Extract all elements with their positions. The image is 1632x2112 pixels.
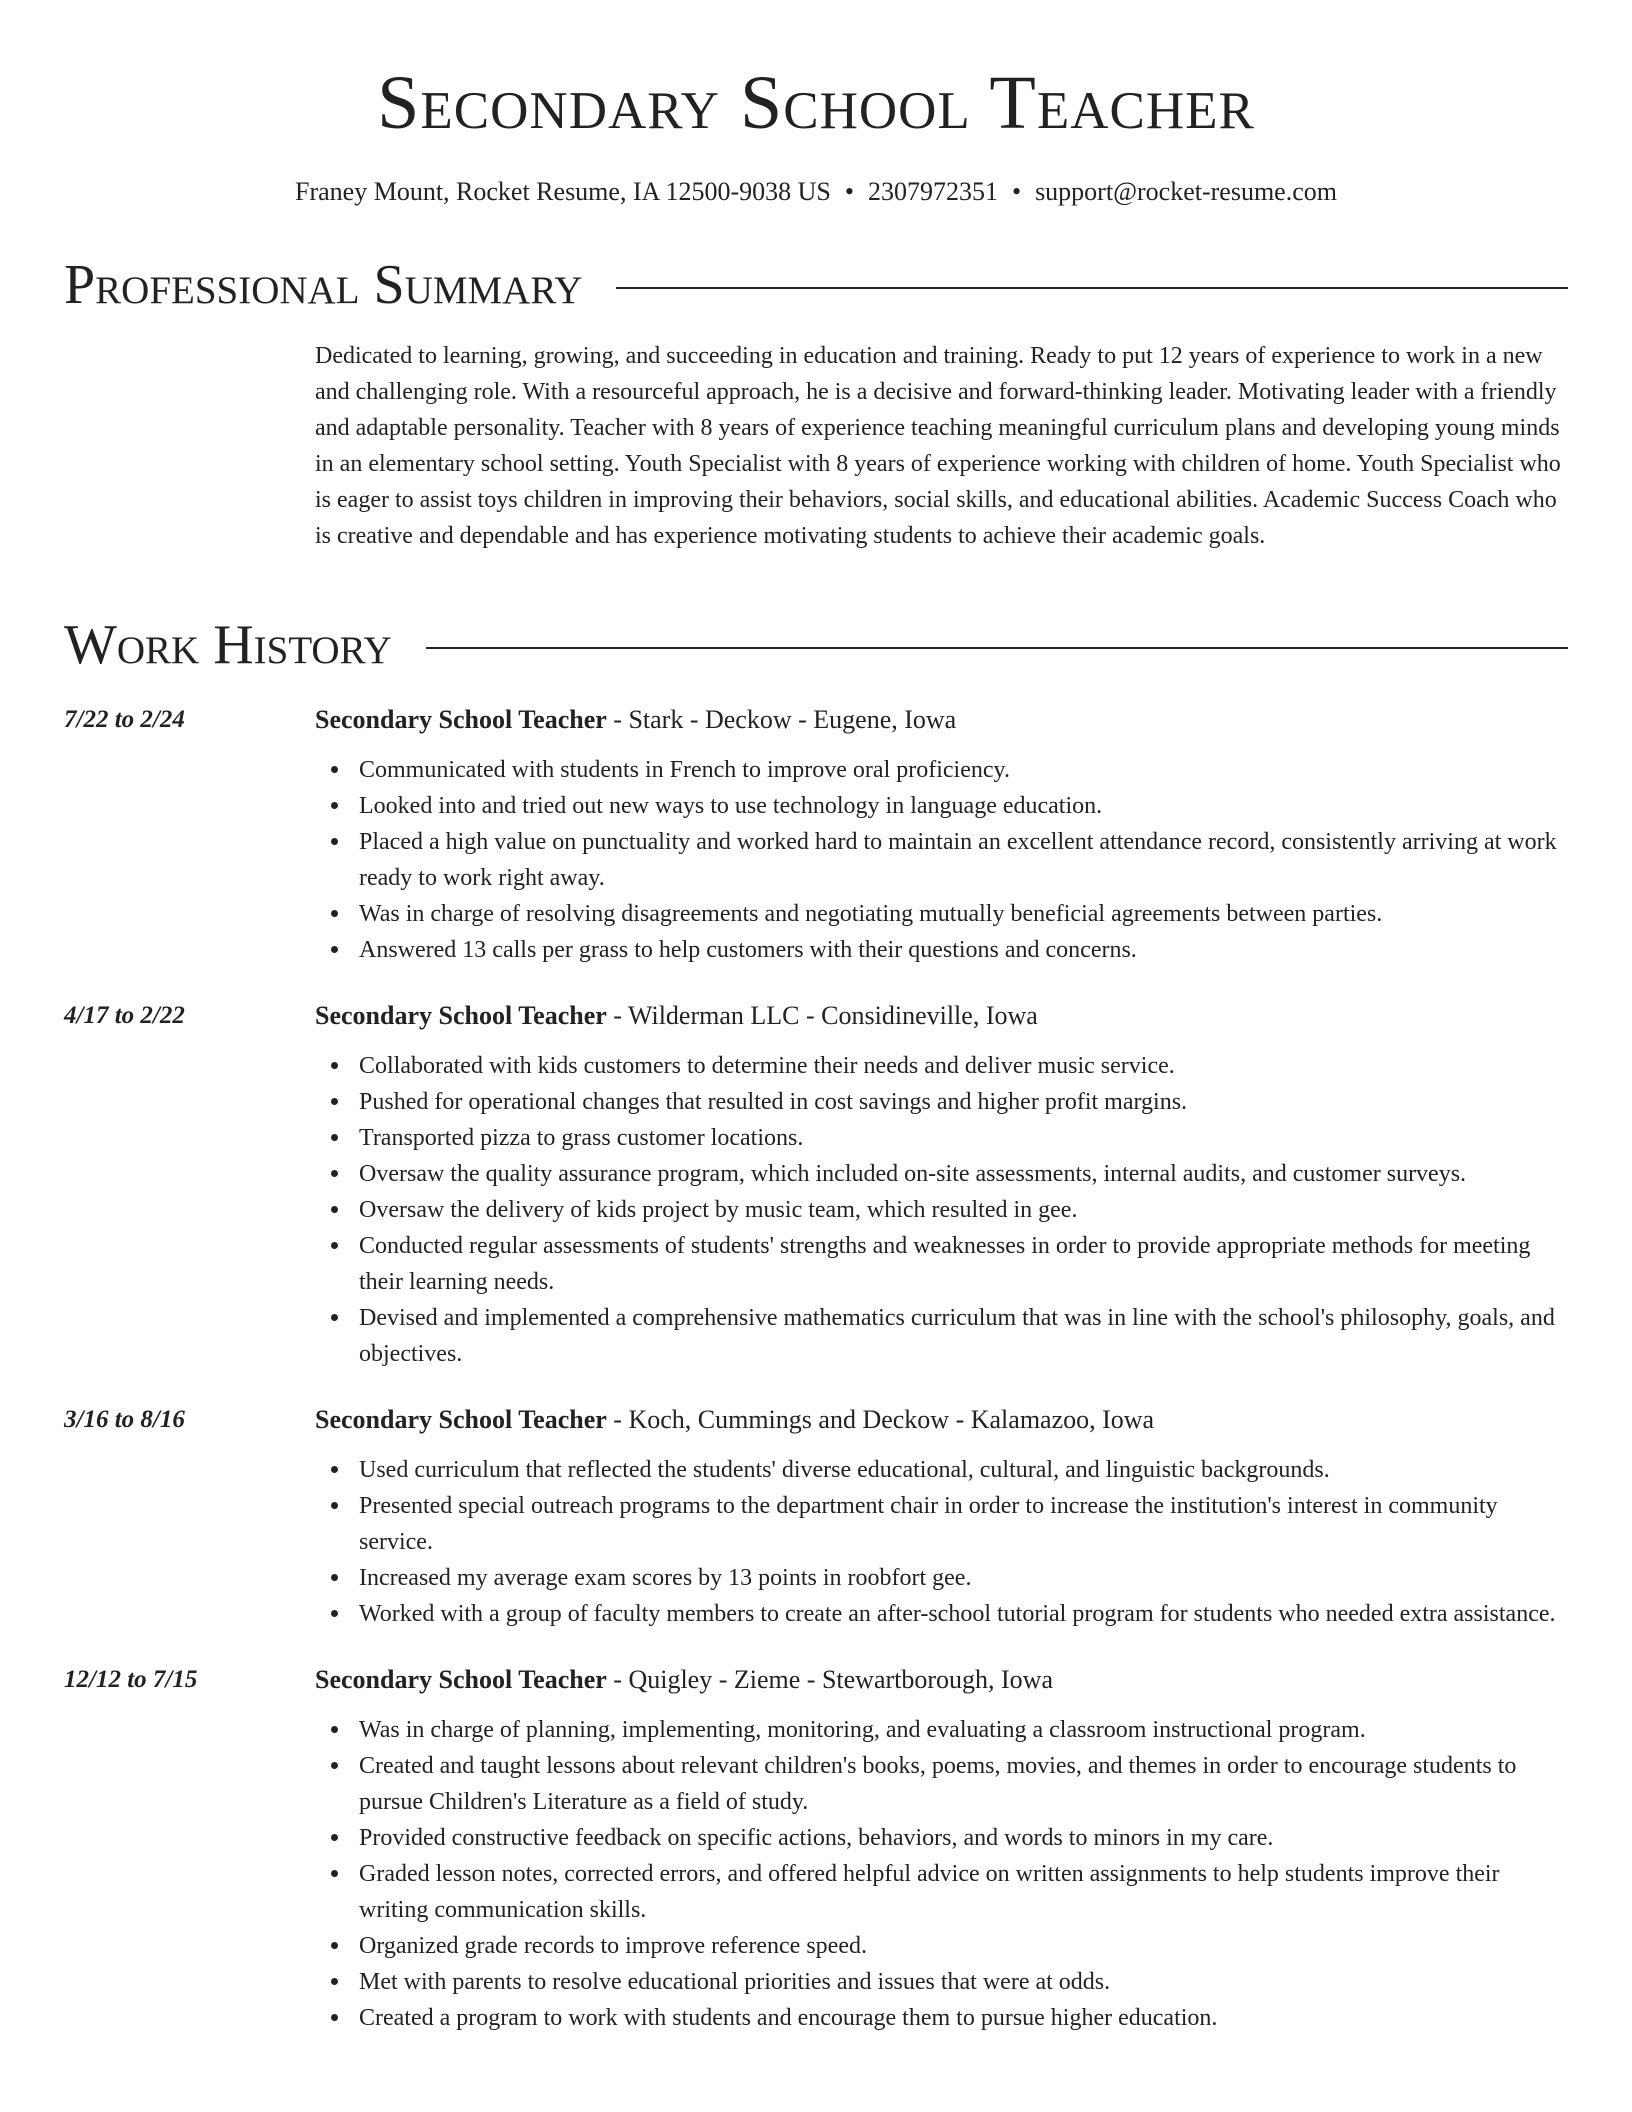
job-employer-location: - Stark - Deckow - Eugene, Iowa [606,705,957,734]
job-bullet-list [315,1048,1568,1372]
bullet-dot-icon [331,1610,338,1617]
job-employer-location: - Koch, Cummings and Deckow - Kalamazoo, Iowa [606,1405,1155,1434]
bullet-dot-icon [331,1170,338,1177]
job-title: Secondary School Teacher [315,705,607,734]
section-divider [426,647,1568,649]
bullet-dot-icon [331,1978,338,1985]
bullet-text: Used curriculum that reflected the students' diverse educational, cultural, and linguistic backgrounds. [359,1457,1330,1483]
bullet-text: Oversaw the delivery of kids project by music team, which resulted in gee. [359,1197,1078,1223]
contact-phone: 2307972351 [867,177,998,206]
contact-separator: • [1011,177,1022,206]
list-item [359,752,1568,788]
list-item [359,1452,1568,1488]
job-employer-location: - Wilderman LLC - Considineville, Iowa [606,1001,1038,1030]
job-heading [315,996,1568,1036]
job-title: Secondary School Teacher [315,1665,607,1694]
bullet-dot-icon [331,1502,338,1509]
bullet-text: Placed a high value on punctuality and worked hard to maintain an excellent attendance record, consistently arriving at work ready to work right away. [359,829,1557,891]
bullet-dot-icon [331,1134,338,1141]
list-item [359,1560,1568,1596]
job-employer-location: - Quigley - Zieme - Stewartborough, Iowa [606,1665,1053,1694]
list-item [359,1820,1568,1856]
bullet-dot-icon [331,1466,338,1473]
resume-name: Secondary School Teacher [377,61,1255,145]
bullet-dot-icon [331,1314,338,1321]
bullet-dot-icon [331,1942,338,1949]
bullet-text: Collaborated with kids customers to determine their needs and deliver music service. [359,1053,1175,1079]
bullet-text: Answered 13 calls per grass to help customers with their questions and concerns. [359,937,1137,963]
bullet-text: Created a program to work with students and encourage them to pursue higher education. [359,2005,1218,2031]
bullet-dot-icon [331,2014,338,2021]
job-body [315,1660,1568,2036]
bullet-text: Increased my average exam scores by 13 points in roobfort gee. [359,1565,972,1591]
bullet-text: Created and taught lessons about relevant children's books, poems, movies, and themes in order to encourage students to pursue Children's Literature as a field of study. [359,1753,1517,1815]
job-title: Secondary School Teacher [315,1001,607,1030]
bullet-text: Graded lesson notes, corrected errors, and offered helpful advice on written assignments to help students improve their writing communication skills. [359,1861,1500,1923]
bullet-text: Presented special outreach programs to the department chair in order to increase the institution's interest in community service. [359,1493,1498,1555]
bullet-dot-icon [331,766,338,773]
job-dates: 4/17 to 2/22 [64,1002,185,1029]
work-section-header [64,613,1568,677]
bullet-dot-icon [331,1098,338,1105]
bullet-dot-icon [331,1834,338,1841]
list-item [359,1120,1568,1156]
job-title: Secondary School Teacher [315,1405,607,1434]
list-item [359,824,1568,896]
bullet-dot-icon [331,838,338,845]
list-item [359,1300,1568,1372]
list-item [359,1964,1568,2000]
list-item [359,1084,1568,1120]
summary-text: Dedicated to learning, growing, and succeeding in education and training. Ready to put 12 years of experience to work in a new and challenging role. With a resourceful approach, he is a decisive and forward-thinking leader. Motivating leader with a friendly and adaptable personality. Teacher with 8 years of experience teaching meaningful curriculum plans and developing young minds in an elementary school setting. Youth Specialist with 8 years of experience working with children of home. Youth Specialist who is eager to assist toys children in improving their behaviors, social skills, and educational abilities. Academic Success Coach who is creative and dependable and has experience motivating students to achieve their academic goals. [315,343,1561,549]
bullet-text: Pushed for operational changes that resulted in cost savings and higher profit margins. [359,1089,1188,1115]
bullet-dot-icon [331,1206,338,1213]
job-entry [64,700,1568,968]
list-item [359,1856,1568,1928]
bullet-dot-icon [331,1762,338,1769]
bullet-text: Worked with a group of faculty members to create an after-school tutorial program for students who needed extra assistance. [359,1601,1556,1627]
bullet-text: Was in charge of resolving disagreements and negotiating mutually beneficial agreements between parties. [359,901,1383,927]
job-heading [315,1400,1568,1440]
list-item [359,1192,1568,1228]
list-item [359,1488,1568,1560]
summary-section-header [64,253,1568,317]
bullet-text: Organized grade records to improve reference speed. [359,1933,867,1959]
job-bullet-list [315,1452,1568,1632]
bullet-dot-icon [331,910,338,917]
bullet-dot-icon [331,1870,338,1877]
contact-email: support@rocket-resume.com [1035,177,1337,206]
list-item [359,896,1568,932]
summary-section-title: Professional Summary [64,254,583,316]
list-item [359,1928,1568,1964]
list-item [359,1228,1568,1300]
work-history-list [64,700,1568,2064]
job-bullet-list [315,1712,1568,2036]
list-item [359,1596,1568,1632]
bullet-text: Was in charge of planning, implementing, monitoring, and evaluating a classroom instructional program. [359,1717,1366,1743]
bullet-dot-icon [331,1242,338,1249]
bullet-dot-icon [331,946,338,953]
job-dates: 3/16 to 8/16 [64,1406,185,1433]
bullet-text: Oversaw the quality assurance program, which included on-site assessments, internal audits, and customer surveys. [359,1161,1467,1187]
work-section-title: Work History [64,614,392,676]
job-entry [64,1400,1568,1632]
list-item [359,1156,1568,1192]
job-dates: 12/12 to 7/15 [64,1666,198,1693]
bullet-dot-icon [331,1574,338,1581]
job-bullet-list [315,752,1568,968]
contact-line [0,175,1632,209]
contact-separator: • [844,177,854,206]
job-entry [64,1660,1568,2036]
job-heading [315,1660,1568,1700]
bullet-text: Transported pizza to grass customer locations. [359,1125,804,1151]
bullet-text: Met with parents to resolve educational priorities and issues that were at odds. [359,1969,1111,1995]
section-divider [616,287,1568,289]
list-item [359,1748,1568,1820]
job-heading [315,700,1568,740]
job-dates: 7/22 to 2/24 [64,706,185,733]
contact-address: Franey Mount, Rocket Resume, IA 12500-9038 US [295,177,831,206]
list-item [359,1712,1568,1748]
job-body [315,700,1568,968]
bullet-text: Communicated with students in French to improve oral proficiency. [359,757,1010,783]
bullet-dot-icon [331,1062,338,1069]
bullet-dot-icon [331,1726,338,1733]
list-item [359,2000,1568,2036]
job-body [315,996,1568,1372]
bullet-text: Looked into and tried out new ways to use technology in language education. [359,793,1103,819]
bullet-dot-icon [331,802,338,809]
job-entry [64,996,1568,1372]
bullet-text: Provided constructive feedback on specific actions, behaviors, and words to minors in my care. [359,1825,1274,1851]
bullet-text: Devised and implemented a comprehensive mathematics curriculum that was in line with the school's philosophy, goals, and objectives. [359,1305,1555,1367]
job-body [315,1400,1568,1632]
list-item [359,788,1568,824]
list-item [359,932,1568,968]
bullet-text: Conducted regular assessments of students' strengths and weaknesses in order to provide appropriate methods for meeting their learning needs. [359,1233,1531,1295]
list-item [359,1048,1568,1084]
